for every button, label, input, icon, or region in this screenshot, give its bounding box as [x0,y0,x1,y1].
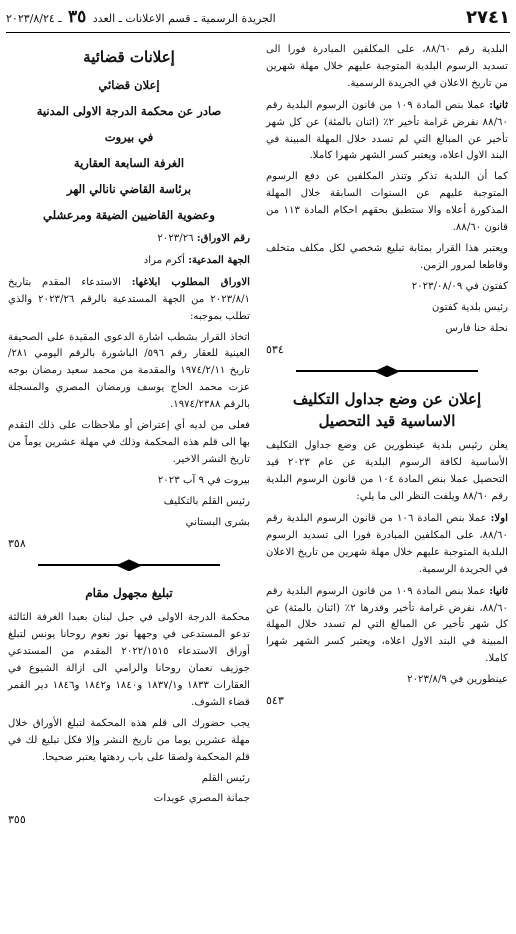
notice-paragraph: اتخاذ القرار بشطب اشارة الدعوى المقيدة على الصحيفة العينية للعقار رقم ٥٩٦/ الباشورة بالرقم اليومي ٢٨١/ تاريخ ١٩٧٤/٢/١١ والمقدمة من محمد سعيد رمضان بوجه عزت محمد الحاج يوسف ورمضان المصري والمسجلة بالرقم ١٩٧٤/٢٣٨٨. [8,331,250,411]
notice-title: تبليغ مجهول مقام [85,586,173,601]
divider-ornament [116,559,142,571]
notice-paragraph [266,97,508,166]
field-label: رقم الاوراق: [196,232,250,244]
signatory-title: رئيس القلم بالتكليف [163,495,250,507]
issue-number: ٣٥ [68,7,87,27]
paragraph-lead: ثانيا: [489,98,508,111]
notice-paragraph: فعلى من لديه أي إعتراض أو ملاحظات على ذلك التقدم بها الى قلم هذه المحكمة وذلك في مهلة عشرين يوماً من تاريخ النشر الاخير. [8,420,250,465]
notice-paragraph: البلدية رقم ٨٨/٦٠، على المكلفين المبادرة فورا الى تسديد الرسوم البلدية المتوجبة عليهم خلال مهلة شهرين من تاريخ الاعلان في الجريدة الرسمية. [266,44,508,89]
left-column [8,42,250,835]
field-value: أكرم مراد [143,254,189,266]
notice-paragraph [266,583,508,669]
court-city: في بيروت [104,130,154,144]
notice-number: ٣٥٨ [8,536,26,550]
gazette-title: الجريدة الرسمية ـ قسم الاعلانات ـ العدد [92,12,276,25]
section-title: إعلانات قضائية [83,48,175,66]
signatory-title: رئيس القلم [201,772,250,784]
paragraph-lead: اولا: [490,512,508,525]
notice-number: ٥٤٣ [266,694,284,708]
notice-date: عينطورين في ٢٠٢٣/٨/٩ [407,674,508,686]
right-column [266,42,508,716]
notice-paragraph: يعلن رئيس بلدية عينطورين عن وضع جداول التكليف الأساسية لكافة الرسوم البلدية عن عام ٢٠٢٣ قيد التحصيل عملا بنص المادة ١٠٤ من قانون الرسوم البلدية رقم ٨٨/٦٠ ويلفت النظر الى ما يلي: [266,440,508,503]
notice-date: كفتون في ٢٠٢٣/٠٨/٠٩ [411,280,508,292]
field-value: ٢٠٢٣/٢٦ [157,233,197,244]
notice-paragraph [8,274,250,326]
section-divider [266,364,508,378]
notice-paragraph: محكمة الدرجة الاولى في جبل لبنان بعبدا الغرفة الثالثة تدعو المستدعى في وجهها نور نعوم روحانا يونس لتبلغ أوراق الاستدعاء ٢٠٢٢/١٥١٥ المقدم من المستدعي جوزيف نعمان روحانا والرامي الى ازالة الشيوع في العقارات ١٨٣٣ و١٨٣٧/١ و١٨٤٠ و١٨٤٢ و١٨٤٦ دير القمر قضاء الشوف. [8,612,251,708]
signatory-name: جمانة المصري عويدات [153,793,250,805]
page-number: ٢٧٤١ [466,6,510,28]
running-title [6,7,276,27]
paragraph-text: عملا بنص المادة ١٠٦ من قانون الرسوم البلدية رقم ٨٨/٦٠، على المكلفين المبادرة فورا الى تسديد الرسوم البلدية المتوجبة عليهم خلال مهلة شهرين من تاريخ الاعلان في الجريدة الرسمية. [266,513,508,575]
notice-number: ٥٣٤ [266,342,284,356]
file-reference [8,230,250,248]
signatory-name: نحلة حنا فارس [445,322,508,334]
divider-ornament [374,365,400,377]
court-president: برئاسة القاضي نانالي الهر [66,182,192,196]
notice-heading: إعلان قضائي [98,78,160,92]
paragraph-lead: ثانيا: [489,584,508,597]
signatory-name: بشرى البستاني [185,516,250,528]
issue-date: ـ ٢٠٢٣/٨/٢٤ [6,12,62,25]
paragraph-text: الاستدعاء المقدم بتاريخ ٢٠٢٣/٨/١ من الجهة المستدعية بالرقم ٢٠٢٣/٢٦ والذي تطلب بموجبه: [8,276,250,322]
court-name: صادر عن محكمة الدرجة الاولى المدنية [36,104,222,118]
notice-date: بيروت في ٩ آب ٢٠٢٣ [157,474,250,486]
page-header [6,6,510,33]
signatory-title: رئيس بلدية كفتون [432,301,508,313]
court-members: وعضوية القاضيين الضيقة ومرعشلي [43,208,215,222]
field-label: الجهة المدعية: [188,253,250,266]
court-chamber: الغرفة السابعة العقارية [73,156,185,170]
notice-paragraph: يجب حضورك الى قلم هذه المحكمة لتبلغ الأوراق خلال مهلة عشرين يوما من تاريخ النشر وإلا فكل تبليغ لك في قلم المحكمة ولصقا على باب ردهتها يعتبر صحيحا. [8,717,250,763]
paragraph-text: عملا بنص المادة ١٠٩ من قانون الرسوم البلدية رقم ٨٨/٦٠ نفرض غرامة تأخير ٢٪ (اثنان بالمئة) عن كل شهر تأخير عن المبالغ التي لم تسدد خلال المهلة المبينة في البند الاول اعلاه، ويعتبر كسر الشهر شهرا كاملا. [266,99,508,162]
paragraph-text: عملا بنص المادة ١٠٩ من قانون الرسوم البلدية رقم ٨٨/٦٠، نفرض غرامة تأخير وقدرها ٢٪ (اثنان بالمئة) عن كل شهر تأخير عن المبالغ التي لم تسدد خلال المهلة المبينة في البند الاول اعلاه، ويعتبر كسر الشهر شهرا كاملا. [266,585,509,665]
notice-number: ٣٥٥ [8,813,26,827]
plaintiff [8,252,250,270]
paragraph-lead: الاوراق المطلوب ابلاغها: [131,275,251,288]
notice-paragraph: كما أن البلدية تذكر وتنذر المكلفين عن دفع الرسوم المتوجبة عليهم عن السنوات السابقة خلال المهلة المذكورة أعلاه والا ستطبق بحقهم احكام المادة ١١٣ من قانون ٨٨/٦٠. [266,171,508,234]
notice-title: إعلان عن وضع جداول التكليف الاساسية قيد التحصيل [292,390,482,431]
notice-paragraph: ويعتبر هذا القرار بمثابة تبليغ شخصي لكل مكلف متخلف وقاطعا لمرور الزمن. [266,242,508,271]
notice-paragraph [266,510,508,579]
section-divider [8,558,250,572]
